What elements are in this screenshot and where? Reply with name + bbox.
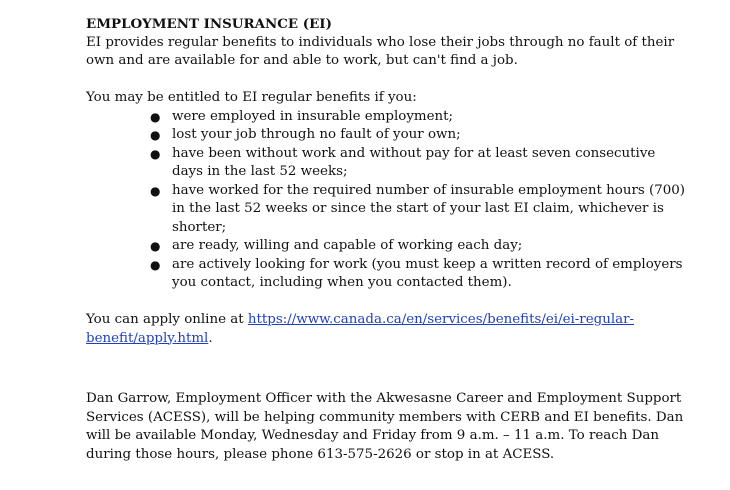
bullet-icon: ● — [150, 257, 161, 272]
list-item-text: lost your job through no fault of your own; — [172, 127, 461, 142]
apply-suffix: . — [208, 330, 213, 346]
list-item — [150, 145, 686, 182]
intro-paragraph: EI provides regular benefits to individuals who lose their jobs through no fault of their own and are available for and able to work, but can't find a job. — [86, 34, 675, 68]
apply-paragraph — [86, 311, 686, 348]
list-item-text: were employed in insurable employment; — [172, 108, 454, 124]
eligibility-lead: You may be entitled to EI regular benefits if you: — [86, 90, 417, 105]
bullet-icon: ● — [150, 128, 161, 142]
list-item — [150, 182, 686, 238]
list-item-text: have worked for the required number of insurable employment hours (700) in the last 52 weeks or since the start of your last EI claim, whichever is shorter; — [172, 182, 685, 235]
bullet-icon: ● — [150, 109, 161, 124]
bullet-icon: ● — [150, 239, 161, 253]
section-heading: EMPLOYMENT INSURANCE (EI) — [86, 16, 332, 32]
list-item-text: are ready, willing and capable of working each day; — [172, 238, 523, 253]
list-item — [150, 126, 686, 145]
list-item-text: have been without work and without pay for at least seven consecutive days in the last 52 weeks; — [172, 145, 656, 179]
contact-paragraph: Dan Garrow, Employment Officer with the Akwesasne Career and Employment Support Services (ACESS), will be helping community members with CERB and EI benefits. Dan will be available Monday, Wednesday and Friday from 9 a.m. – 11 a.m. To reach Dan during those hours, please phone 613-575-2626 or stop in at ACESS. — [86, 391, 684, 462]
list-item — [150, 108, 686, 127]
document-body — [86, 15, 686, 464]
list-item — [150, 237, 686, 256]
bullet-icon: ● — [150, 183, 161, 198]
bullet-icon: ● — [150, 146, 161, 161]
list-item — [150, 256, 686, 293]
eligibility-list — [86, 108, 686, 293]
apply-prefix: You can apply online at — [86, 312, 248, 327]
apply-online-link[interactable]: https://www.canada.ca/en/services/benefits/ei/ei-regular-benefit/apply.html — [86, 312, 635, 346]
list-item-text: are actively looking for work (you must keep a written record of employers you contact, including when you contacted them). — [172, 256, 683, 290]
